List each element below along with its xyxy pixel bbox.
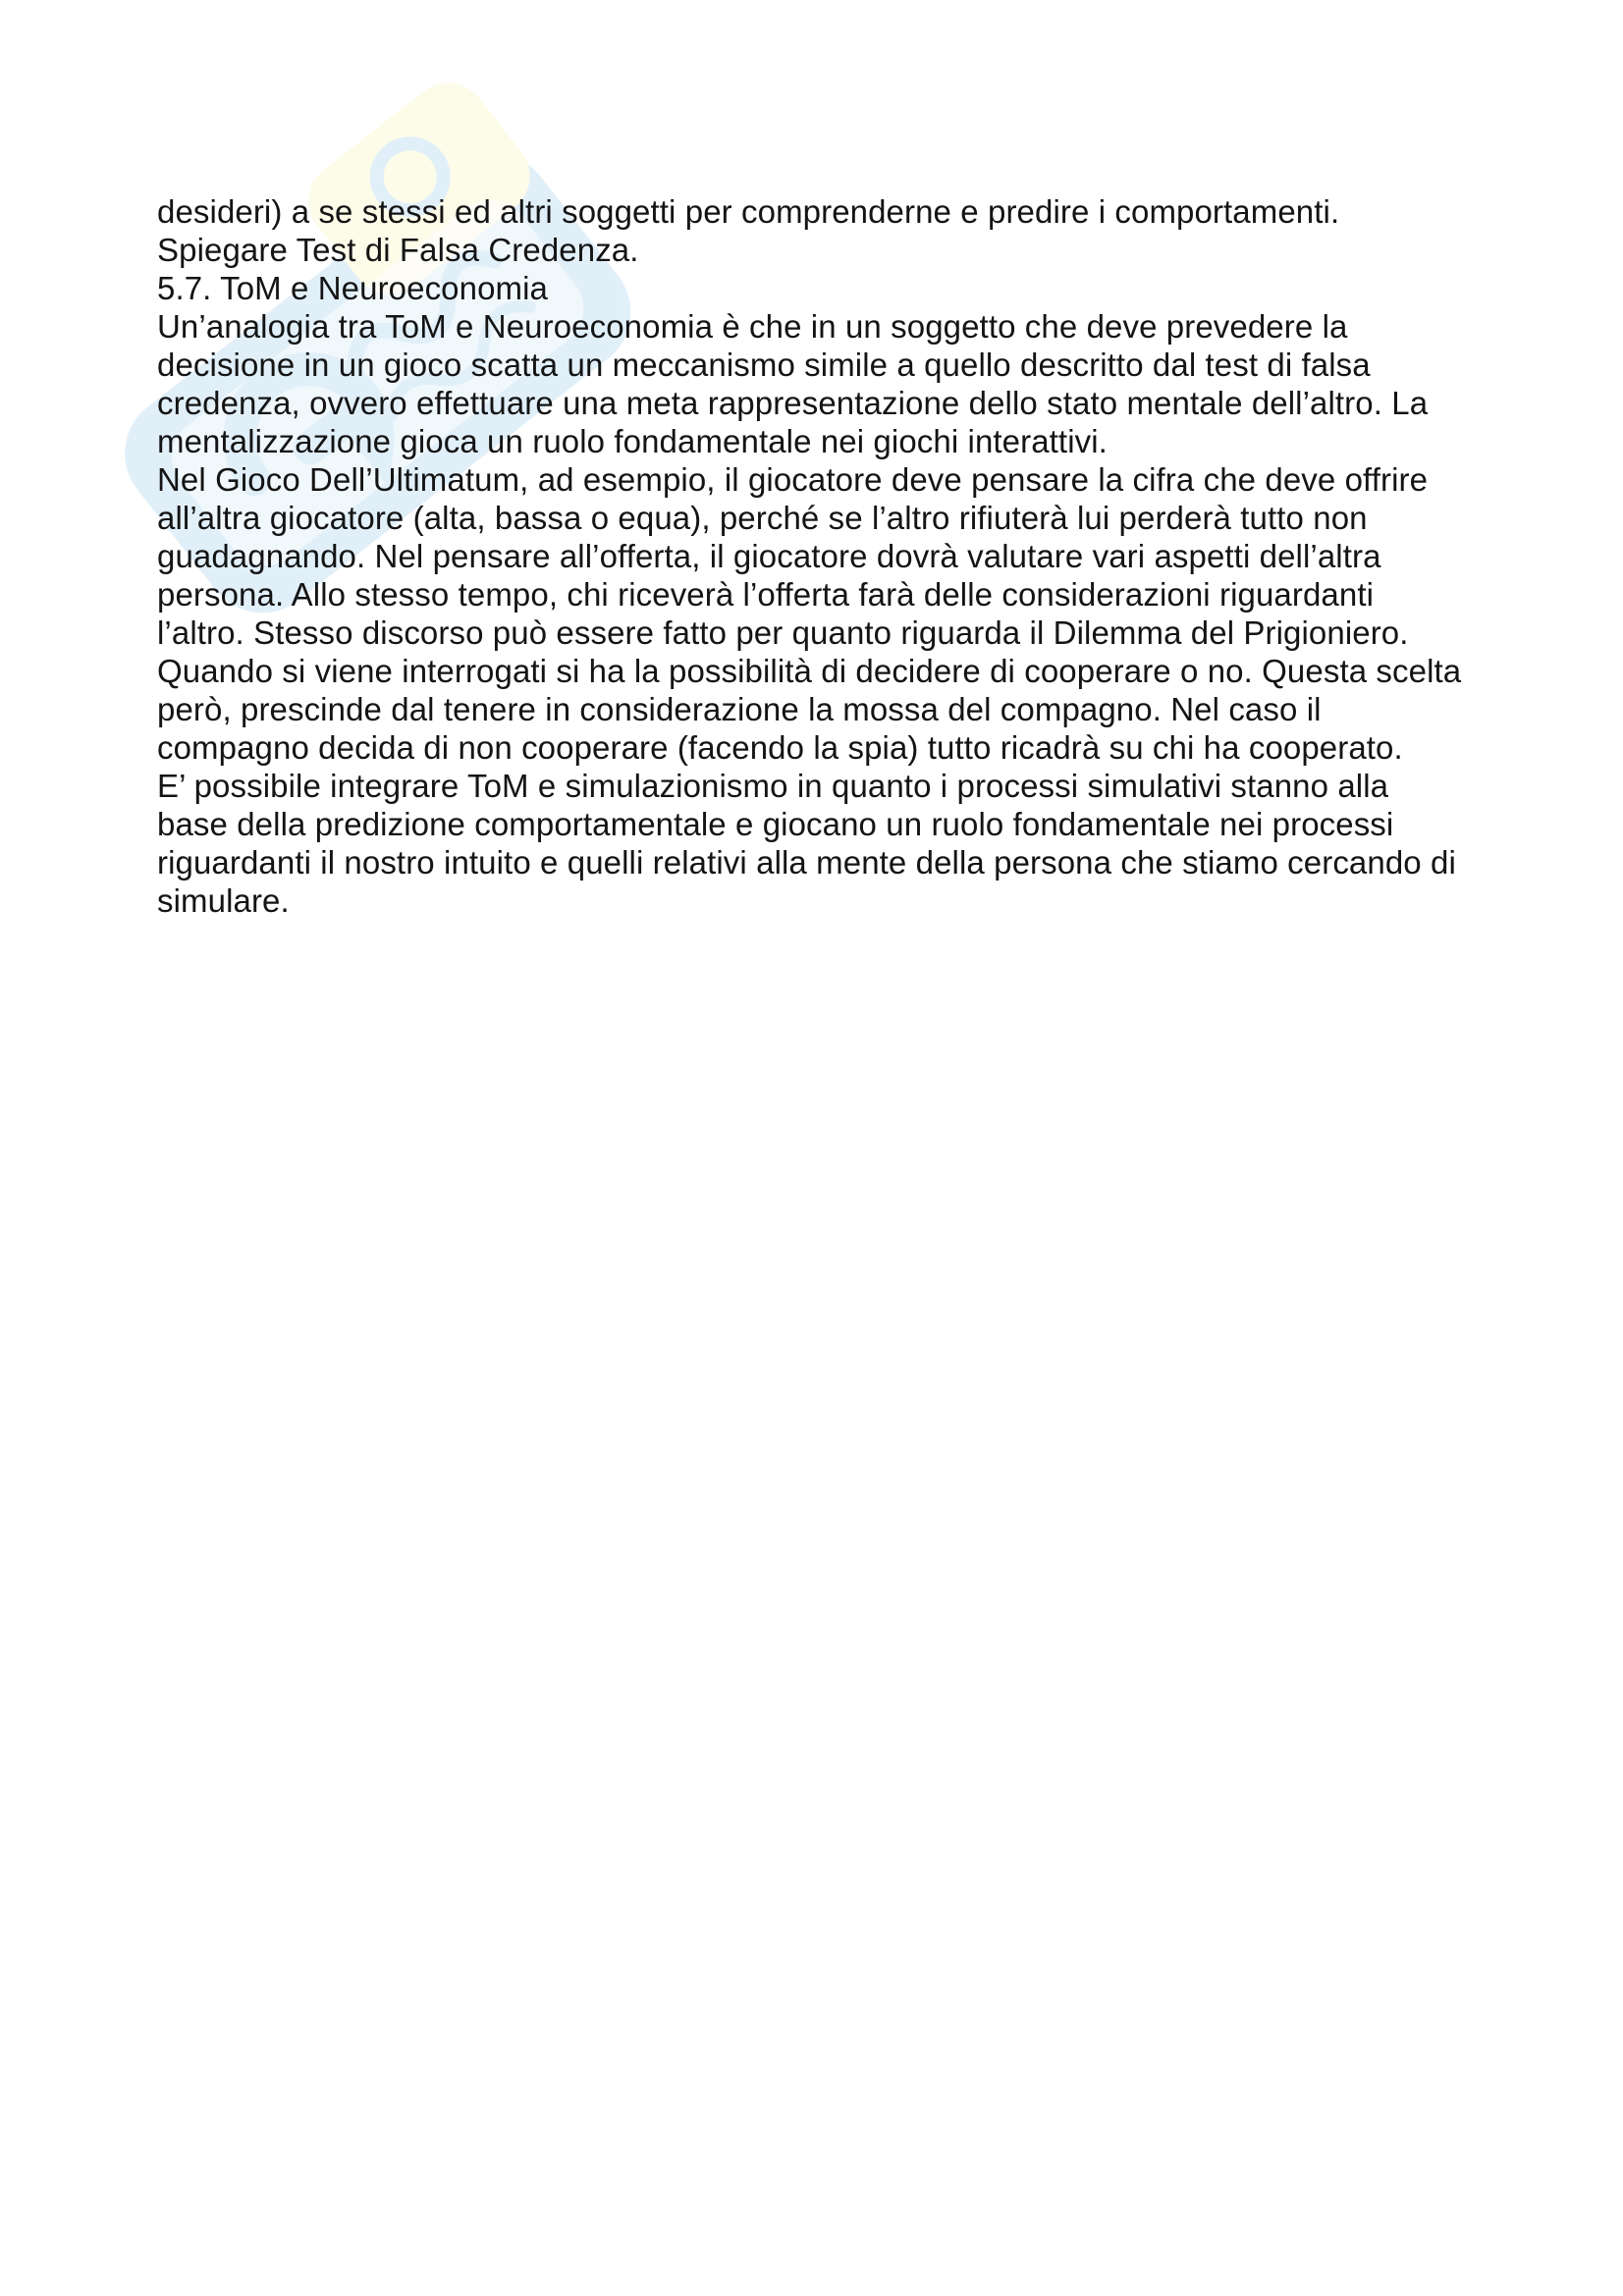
text-line: E’ possibile integrare ToM e simulazionismo in quanto i processi simulativi stanno alla [157,768,1389,804]
text-line: riguardanti il nostro intuito e quelli relativi alla mente della persona che stiamo cercando di [157,844,1456,881]
text-line: persona. Allo stesso tempo, chi riceverà l’offerta farà delle considerazioni riguardanti [157,576,1375,613]
text-line: compagno decida di non cooperare (facendo la spia) tutto ricadrà su chi ha cooperato. [157,729,1403,766]
text-line: decisione in un gioco scatta un meccanismo simile a quello descritto dal test di falsa [157,347,1371,383]
section-heading: 5.7. ToM e Neuroeconomia [157,270,549,306]
text-line: Un’analogia tra ToM e Neuroeconomia è che in un soggetto che deve prevedere la [157,308,1348,345]
text-line: desideri) a se stessi ed altri soggetti per comprenderne e predire i comportamenti. [157,193,1340,230]
document-body [157,192,1492,920]
text-line: Nel Gioco Dell’Ultimatum, ad esempio, il giocatore deve pensare la cifra che deve offrire [157,461,1429,498]
text-line: l’altro. Stesso discorso può essere fatto per quanto riguarda il Dilemma del Prigioniero. [157,614,1409,651]
text-line: mentalizzazione gioca un ruolo fondamentale nei giochi interattivi. [157,423,1108,459]
text-line: all’altra giocatore (alta, bassa o equa), perché se l’altro rifiuterà lui perderà tutto non [157,500,1368,536]
text-line: simulare. [157,882,290,919]
text-line: però, prescinde dal tenere in considerazione la mossa del compagno. Nel caso il [157,691,1322,727]
text-line: Spiegare Test di Falsa Credenza. [157,232,639,268]
text-line: base della predizione comportamentale e giocano un ruolo fondamentale nei processi [157,806,1394,842]
text-line: guadagnando. Nel pensare all’offerta, il giocatore dovrà valutare vari aspetti dell’altra [157,538,1381,574]
text-line: Quando si viene interrogati si ha la possibilità di decidere di cooperare o no. Questa scelta [157,653,1462,689]
text-line: credenza, ovvero effettuare una meta rappresentazione dello stato mentale dell’altro. La [157,385,1429,421]
